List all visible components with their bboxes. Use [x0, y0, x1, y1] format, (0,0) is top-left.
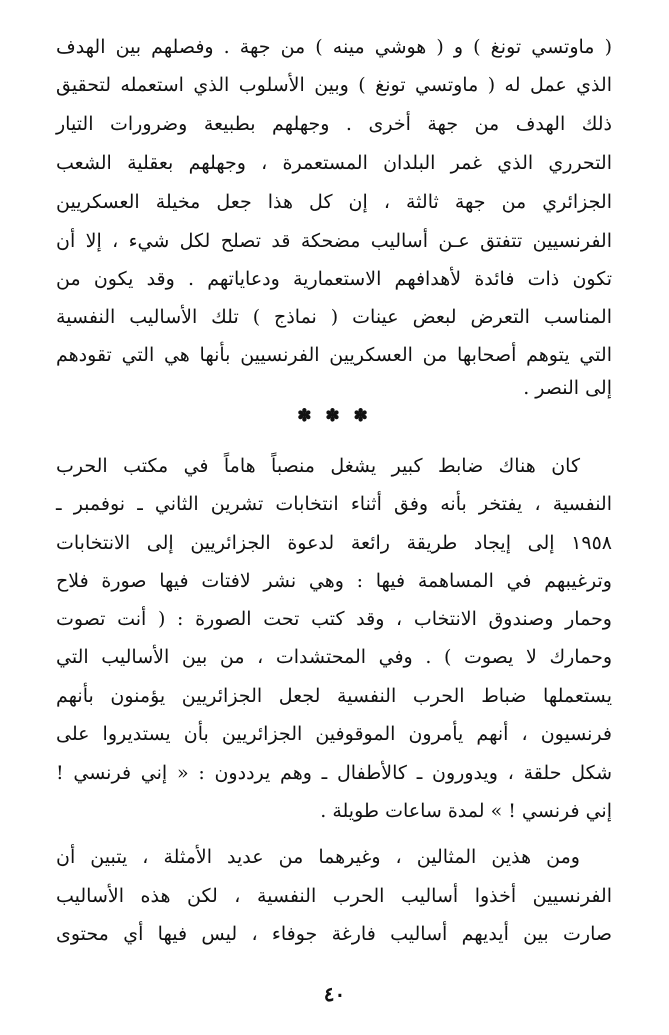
text-line: الفرنسيين أخذوا أساليب الحرب النفسية ، لكن هذه الأساليب	[56, 885, 612, 907]
text-line: ومن هذين المثالين ، وغيرهما من عديد الأمثلة ، يتبين أن	[56, 846, 580, 868]
section-separator: ✽ ✽ ✽	[297, 406, 372, 426]
text-line: يستعملها ضباط الحرب النفسية لجعل الجزائريين يؤمنون بأنهم	[56, 685, 612, 707]
text-line: شكل حلقة ، ويدورون ـ كالأطفال ـ وهم يرددون : « إني فرنسي !	[56, 762, 612, 784]
text-line: ( ماوتسي تونغ ) و ( هوشي مينه ) من جهة . وفصلهم بين الهدف	[56, 36, 612, 58]
text-line: ١٩٥٨ إلى إيجاد طريقة رائعة لدعوة الجزائريين إلى الانتخابات	[56, 532, 612, 554]
text-line: إلى النصر .	[523, 377, 612, 399]
text-line: فرنسيون ، أنهم يأمرون الموقوفين الجزائريين بأن يستديروا على	[56, 723, 612, 745]
text-line: إني فرنسي ! » لمدة ساعات طويلة .	[320, 800, 612, 822]
text-line: وحمارك لا يصوت ) . وفي المحتشدات ، من بين الأساليب التي	[56, 646, 612, 668]
text-line: وترغيبهم في المساهمة فيها : وهي نشر لافتات فيها صورة فلاح	[56, 570, 612, 592]
page-number: ٤٠	[323, 982, 346, 1006]
text-line: كان هناك ضابط كبير يشغل منصباً هاماً في مكتب الحرب	[56, 455, 580, 477]
text-line: ذلك الهدف من جهة أخرى . وجهلهم بطبيعة وضرورات التيار	[56, 113, 612, 135]
text-line: الجزائري من جهة ثالثة ، إن كل هذا جعل مخيلة العسكريين	[56, 191, 612, 213]
text-line: وحمار وصندوق الانتخاب ، وقد كتب تحت الصورة : ( أنت تصوت	[56, 608, 612, 630]
text-line: الذي عمل له ( ماوتسي تونغ ) وبين الأسلوب الذي استعمله لتحقيق	[56, 74, 612, 96]
text-line: التي يتوهم أصحابها من العسكريين الفرنسيين بأنها هي التي تقودهم	[56, 344, 612, 366]
text-line: التحرري الذي غمر البلدان المستعمرة ، وجهلهم بعقلية الشعب	[56, 152, 612, 174]
text-line: النفسية ، يفتخر بأنه وفق أثناء انتخابات تشرين الثاني ـ نوفمبر ـ	[56, 493, 612, 515]
text-line: الفرنسيين تتفتق عـن أساليب مضحكة قد تصلح لكل شيء ، إلا أن	[56, 230, 612, 252]
text-line: المناسب التعرض لبعض عينات ( نماذج ) تلك الأساليب النفسية	[56, 306, 612, 328]
text-line: تكون ذات فائدة لأهدافهم الاستعمارية ودعاياتهم . وقد يكون من	[56, 268, 612, 290]
text-line: صارت بين أيديهم أساليب فارغة جوفاء ، ليس فيها أي محتوى	[56, 923, 612, 945]
